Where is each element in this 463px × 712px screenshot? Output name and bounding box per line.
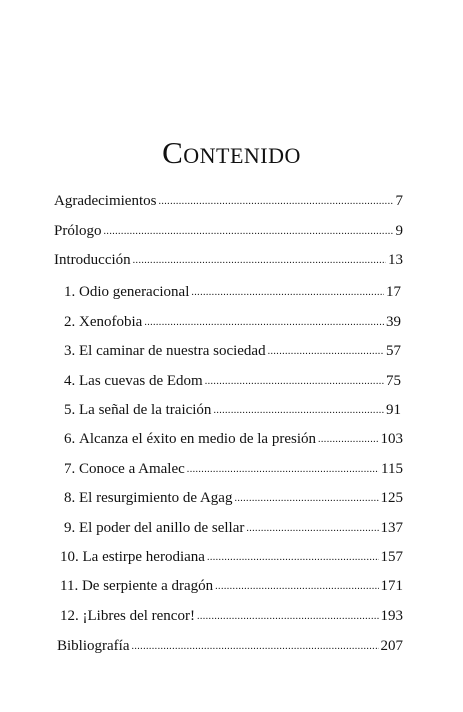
chapter-number: 4. [64,373,76,389]
toc-entry-page: 91 [386,402,401,418]
toc-entry-chapter-6 [64,429,403,451]
chapter-number: 1. [64,284,76,300]
toc-entry-chapter-8 [64,488,403,510]
leader-dots [318,430,379,450]
leader-dots [246,519,378,539]
chapter-number: 2. [64,314,76,330]
toc-entry-chapter-5 [64,400,401,422]
chapter-number: 11. [60,578,79,594]
toc-entry-label: Prólogo [54,223,102,239]
toc-entry-page: 137 [380,520,403,536]
chapter-number: 5. [64,402,76,418]
chapter-number: 9. [64,520,76,536]
toc-entry-label: Conoce a Amalec [79,461,185,477]
leader-dots [104,222,394,242]
chapter-number: 7. [64,461,76,477]
toc-entry-page: 17 [386,284,401,300]
toc-entry-label: Las cuevas de Edom [79,373,203,389]
toc-entry-label: Bibliografía [57,638,130,654]
chapter-number: 8. [64,490,76,506]
toc-entry-chapter-1 [64,282,401,304]
leader-dots [215,577,378,597]
toc-entry-label: El caminar de nuestra sociedad [79,343,266,359]
toc-entry-label: Odio generacional [79,284,190,300]
leader-dots [207,548,379,568]
toc-entry-chapter-7 [64,459,403,481]
toc-entry-chapter-12 [60,606,403,628]
toc-entry-label: Xenofobia [79,314,143,330]
page-title: Contenido [162,134,301,170]
toc-entry-label: La señal de la traición [79,402,212,418]
toc-entry-label: Alcanza el éxito en medio de la presión [79,431,316,447]
chapter-number: 3. [64,343,76,359]
toc-entry-chapter-9 [64,518,403,540]
toc-entry-chapter-3 [64,341,401,363]
toc-entry-prologo [54,221,403,243]
toc-entry-chapter-4 [64,371,401,393]
toc-entry-page: 7 [395,193,403,209]
toc-entry-chapter-11 [60,576,403,598]
leader-dots [133,251,386,271]
toc-entry-page: 75 [386,373,401,389]
toc-entry-label: De serpiente a dragón [81,578,214,594]
leader-dots [234,489,378,509]
leader-dots [213,401,384,421]
toc-entry-page: 207 [380,638,403,654]
toc-entry-page: 13 [388,252,403,268]
leader-dots [144,313,384,333]
toc-entry-page: 157 [380,549,403,565]
toc-entry-page: 57 [386,343,401,359]
leader-dots [187,460,379,480]
toc-entry-label: El poder del anillo de sellar [79,520,245,536]
leader-dots [268,342,384,362]
toc-entry-label: El resurgimiento de Agag [79,490,233,506]
toc-entry-page: 193 [380,608,403,624]
toc-entry-page: 171 [380,578,403,594]
leader-dots [191,283,384,303]
toc-entry-page: 39 [386,314,401,330]
leader-dots [197,607,379,627]
leader-dots [205,372,384,392]
toc-entry-chapter-10 [60,547,403,569]
toc-entry-page: 115 [381,461,403,477]
toc-entry-agradecimientos [54,191,403,213]
toc-entry-introduccion [54,250,403,272]
chapter-number: 6. [64,431,76,447]
toc-entry-label: ¡Libres del rencor! [82,608,195,624]
toc-entry-bibliografia [57,636,403,658]
toc-entry-page: 103 [380,431,403,447]
toc-entry-page: 125 [380,490,403,506]
chapter-number: 10. [60,549,79,565]
toc-entry-label: Agradecimientos [54,193,157,209]
toc-entry-label: La estirpe herodiana [82,549,205,565]
toc-entry-label: Introducción [54,252,131,268]
leader-dots [158,192,393,212]
toc-entry-chapter-2 [64,312,401,334]
leader-dots [131,637,378,657]
chapter-number: 12. [60,608,79,624]
toc-entry-page: 9 [395,223,403,239]
